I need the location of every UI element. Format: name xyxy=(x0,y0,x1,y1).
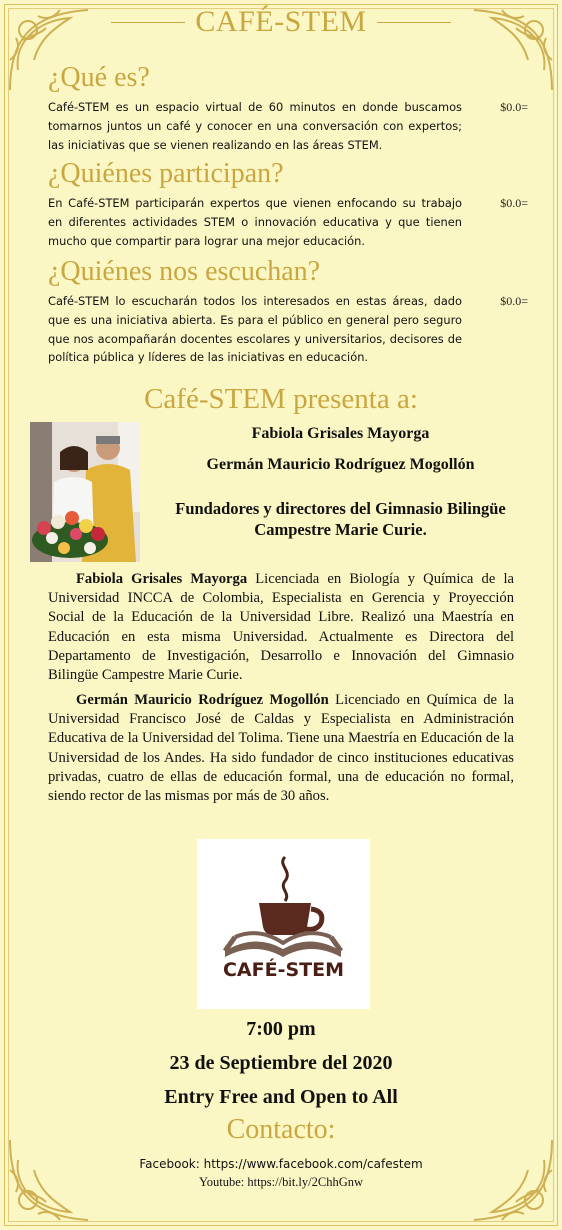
cafe-stem-logo xyxy=(197,839,370,1009)
title-rule-right xyxy=(377,22,451,23)
bio-paragraph xyxy=(48,691,514,806)
guests-photo xyxy=(30,422,140,562)
facebook-link[interactable]: Facebook: https://www.facebook.com/cafestem xyxy=(139,1157,423,1171)
youtube-link[interactable]: Youtube: https://bit.ly/2ChhGnw xyxy=(198,1175,364,1189)
section-text: En Café-STEM participarán expertos que vienen enfocando su trabajo en diferentes actividades STEM o innovación educativa y que tienen mucho que compartir para lograr una mejor educación. xyxy=(48,196,462,248)
section-body xyxy=(48,98,528,154)
price-label: $0.0= xyxy=(500,100,528,114)
bio-text: Licenciada en Biología y Química de la Universidad INCCA de Colombia, Especialista en Gerencia y Proyección Social de la Educación de la Universidad Libre. Realizó una Maestría en Educación en esta misma Universidad. Actualmente es Directora del Departamento de Investigación, Desarrollo e Innovación del Gimnasio Bilingüe Campestre Marie Curie. xyxy=(48,571,514,684)
bio-name: Germán Mauricio Rodríguez Mogollón xyxy=(76,692,329,708)
price-label: $0.0= xyxy=(500,196,528,210)
section-que-es xyxy=(48,62,528,154)
section-heading: ¿Qué es? xyxy=(48,62,150,93)
coffee-book-icon xyxy=(197,839,370,1009)
guest-role: Fundadores y directores del Gimnasio Bilingüe Campestre Marie Curie. xyxy=(175,499,506,539)
section-heading: ¿Quiénes participan? xyxy=(48,158,284,189)
guest-name-1: Fabiola Grisales Mayorga xyxy=(251,425,430,442)
section-text: Café-STEM es un espacio virtual de 60 minutos en donde buscamos tomarnos juntos un café y conocer en una conversación con expertos; las iniciativas que se vienen realizando en las áreas STEM. xyxy=(48,100,462,152)
logo-text: CAFÉ-STEM xyxy=(222,959,345,981)
title-rule-left xyxy=(111,22,185,23)
bio-german xyxy=(48,691,514,806)
bio-name: Fabiola Grisales Mayorga xyxy=(76,571,248,587)
page-title: CAFÉ-STEM xyxy=(195,5,367,38)
section-body xyxy=(48,292,528,367)
event-time: 7:00 pm xyxy=(246,1018,316,1040)
bio-paragraph xyxy=(48,570,514,685)
event-entry: Entry Free and Open to All xyxy=(164,1086,398,1108)
presenta-heading: Café-STEM presenta a: xyxy=(144,383,418,415)
bio-fabiola xyxy=(48,570,514,685)
section-text: Café-STEM lo escucharán todos los interesados en estas áreas, dado que es una iniciativa abierta. Es para el público en general pero seguro que nos acompañarán docentes escolares y universitarios, decisores de política pública y líderes de las iniciativas en educación. xyxy=(48,294,462,365)
section-quienes-participan xyxy=(48,158,528,250)
price-label: $0.0= xyxy=(500,294,528,308)
section-quienes-escuchan xyxy=(48,256,528,367)
section-body xyxy=(48,194,528,250)
title-row xyxy=(0,4,562,40)
guest-name-2: Germán Mauricio Rodríguez Mogollón xyxy=(206,456,475,473)
event-date: 23 de Septiembre del 2020 xyxy=(169,1052,393,1074)
bio-text: Licenciado en Química de la Universidad Francisco José de Caldas y Especialista en Administración Educativa de la Universidad del Tolima. Tiene una Maestría en Educación de la Universidad de los Andes. Ha sido fundador de cinco instituciones educativas privadas, cuatro de ellas de educación formal, una de educación no formal, siendo rector de las mismas por más de 30 años. xyxy=(48,692,514,805)
section-heading: ¿Quiénes nos escuchan? xyxy=(48,256,321,287)
contact-heading: Contacto: xyxy=(226,1114,336,1145)
